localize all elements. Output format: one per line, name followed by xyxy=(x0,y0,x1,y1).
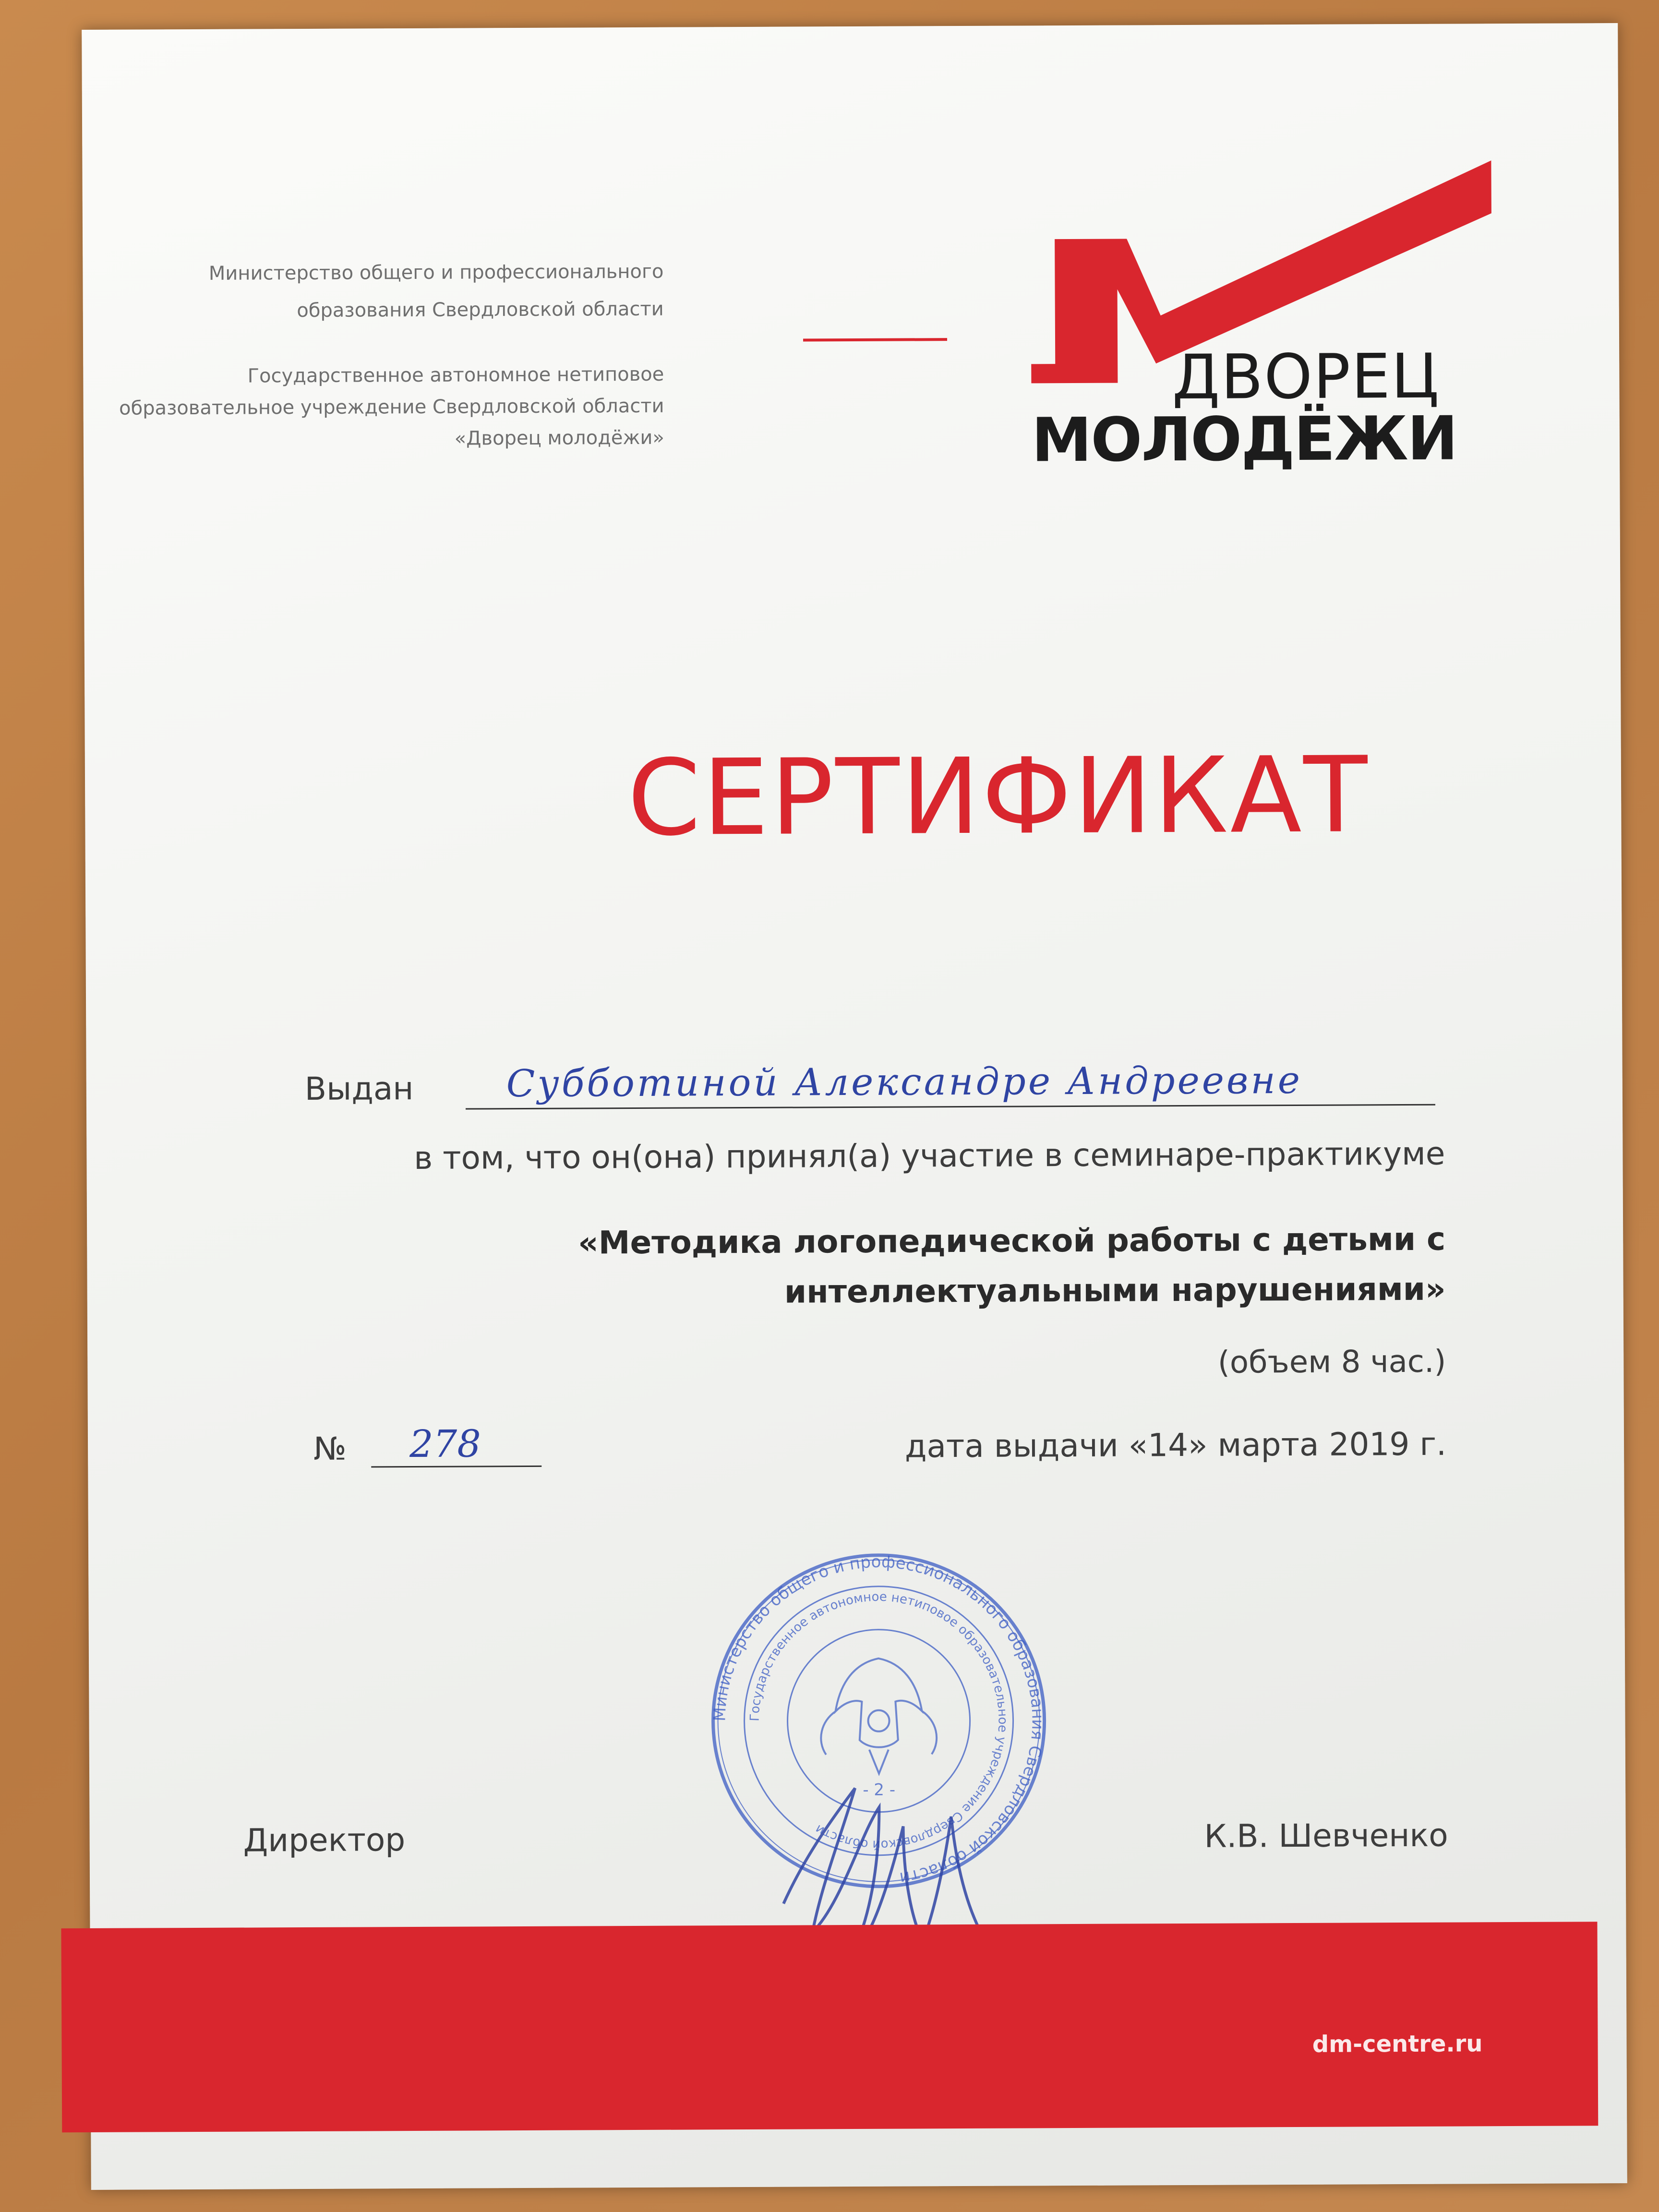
recipient-name: Субботиной Александре Андреевне xyxy=(506,1058,1303,1106)
eagle-emblem-icon xyxy=(821,1658,937,1774)
official-seal xyxy=(696,1538,1062,1971)
course-volume: (объем 8 час.) xyxy=(1217,1344,1446,1381)
certificate-number: 278 xyxy=(409,1422,481,1467)
seal-outer-text: Министерство общего и профессионального образования Свердловской области xyxy=(710,1552,1047,1888)
number-label: № xyxy=(313,1430,347,1467)
issue-date: дата выдачи «14» марта 2019 г. xyxy=(904,1425,1447,1465)
footer-band xyxy=(61,1922,1598,2132)
director-name: К.В. Шевченко xyxy=(1204,1816,1448,1855)
institution-line-3: «Дворец молодёжи» xyxy=(454,426,665,450)
issued-label: Выдан xyxy=(304,1070,414,1107)
director-label: Директор xyxy=(243,1821,406,1859)
logo-word-molodezhi: МОЛОДЁЖИ xyxy=(1031,403,1457,476)
logo-word-dvorets: ДВОРЕЦ xyxy=(1172,340,1440,414)
seal-center-mark: - 2 - xyxy=(863,1780,896,1800)
seal-inner-text: Государственное автономное нетиповое образовательное учреждение Свердловской области xyxy=(747,1589,1010,1852)
institution-text xyxy=(0,359,664,457)
ministry-text xyxy=(0,253,664,331)
certificate-sheet xyxy=(82,23,1627,2190)
ministry-line-2: образования Свердловской области xyxy=(297,298,664,322)
certificate-title: СЕРТИФИКАТ xyxy=(627,734,1370,860)
participation-text: в том, что он(она) принял(а) участие в семинаре-практикуме xyxy=(414,1135,1445,1177)
website-link[interactable]: dm-centre.ru xyxy=(1312,2030,1483,2058)
ministry-line-1: Министерство общего и профессионального xyxy=(208,260,664,285)
seminar-title: «Методика логопедической работы с детьми с интеллектуальными нарушениями» xyxy=(577,1220,1446,1310)
institution-line-1: Государственное автономное нетиповое xyxy=(247,363,664,387)
header-separator xyxy=(803,338,947,341)
institution-line-2: образовательное учреждение Свердловской области xyxy=(119,395,664,420)
